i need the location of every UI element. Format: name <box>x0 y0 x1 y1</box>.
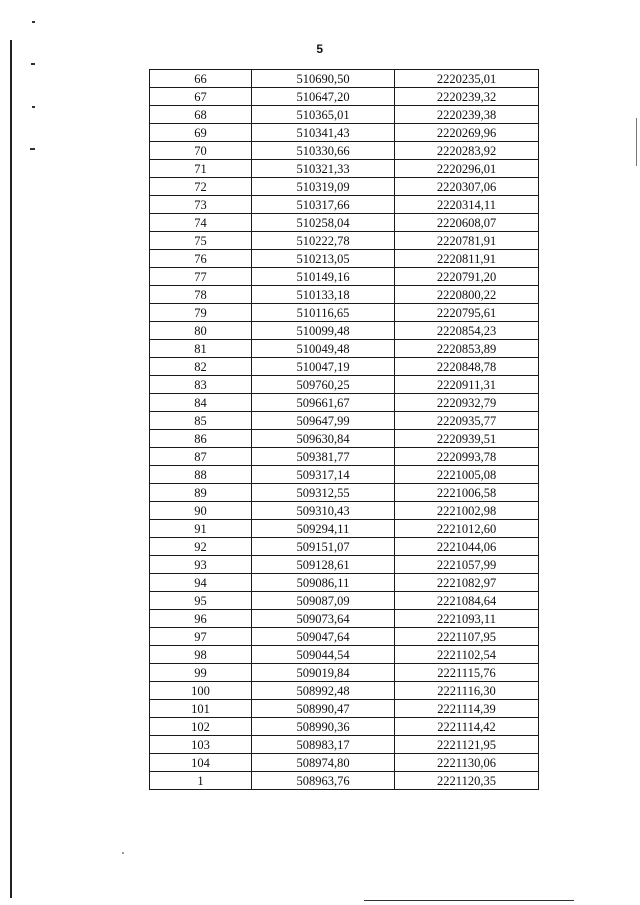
coordinate-x-cell: 510047,19 <box>252 358 395 376</box>
coordinate-x-cell: 510149,16 <box>252 268 395 286</box>
table-row <box>150 430 539 448</box>
table-row <box>150 628 539 646</box>
point-number-cell: 68 <box>150 106 252 124</box>
point-number-cell: 73 <box>150 196 252 214</box>
coordinate-x-cell: 510099,48 <box>252 322 395 340</box>
point-number-cell: 103 <box>150 736 252 754</box>
coordinate-x-cell: 510116,65 <box>252 304 395 322</box>
coordinate-y-cell: 2221121,95 <box>395 736 539 754</box>
table-row <box>150 502 539 520</box>
coordinate-y-cell: 2220283,92 <box>395 142 539 160</box>
point-number-cell: 1 <box>150 772 252 790</box>
table-row <box>150 412 539 430</box>
table-row <box>150 556 539 574</box>
point-number-cell: 101 <box>150 700 252 718</box>
coordinate-y-cell: 2220608,07 <box>395 214 539 232</box>
coordinate-x-cell: 510317,66 <box>252 196 395 214</box>
table-row <box>150 574 539 592</box>
table-row <box>150 160 539 178</box>
coordinate-y-cell: 2221044,06 <box>395 538 539 556</box>
point-number-cell: 86 <box>150 430 252 448</box>
coordinates-table-body <box>150 70 539 790</box>
table-row <box>150 682 539 700</box>
point-number-cell: 81 <box>150 340 252 358</box>
coordinate-y-cell: 2220269,96 <box>395 124 539 142</box>
coordinate-y-cell: 2220800,22 <box>395 286 539 304</box>
table-row <box>150 700 539 718</box>
coordinate-y-cell: 2220307,06 <box>395 178 539 196</box>
scan-mark <box>32 106 35 108</box>
point-number-cell: 87 <box>150 448 252 466</box>
coordinate-y-cell: 2221005,08 <box>395 466 539 484</box>
point-number-cell: 66 <box>150 70 252 88</box>
coordinate-x-cell: 508990,47 <box>252 700 395 718</box>
coordinate-x-cell: 510222,78 <box>252 232 395 250</box>
table-row <box>150 538 539 556</box>
table-row <box>150 610 539 628</box>
point-number-cell: 71 <box>150 160 252 178</box>
point-number-cell: 104 <box>150 754 252 772</box>
point-number-cell: 91 <box>150 520 252 538</box>
coordinate-y-cell: 2220811,91 <box>395 250 539 268</box>
coordinate-y-cell: 2221093,11 <box>395 610 539 628</box>
point-number-cell: 92 <box>150 538 252 556</box>
coordinate-x-cell: 508963,76 <box>252 772 395 790</box>
point-number-cell: 99 <box>150 664 252 682</box>
table-row <box>150 322 539 340</box>
coordinate-x-cell: 508990,36 <box>252 718 395 736</box>
coordinate-y-cell: 2221114,39 <box>395 700 539 718</box>
table-row <box>150 142 539 160</box>
point-number-cell: 69 <box>150 124 252 142</box>
coordinate-y-cell: 2221114,42 <box>395 718 539 736</box>
coordinate-x-cell: 509381,77 <box>252 448 395 466</box>
point-number-cell: 98 <box>150 646 252 664</box>
coordinate-y-cell: 2220932,79 <box>395 394 539 412</box>
table-row <box>150 196 539 214</box>
scan-edge-left <box>10 40 12 898</box>
coordinate-x-cell: 510690,50 <box>252 70 395 88</box>
coordinate-x-cell: 509128,61 <box>252 556 395 574</box>
point-number-cell: 76 <box>150 250 252 268</box>
coordinate-x-cell: 509294,11 <box>252 520 395 538</box>
table-row <box>150 664 539 682</box>
coordinate-x-cell: 510258,04 <box>252 214 395 232</box>
coordinate-x-cell: 509073,64 <box>252 610 395 628</box>
coordinate-y-cell: 2221115,76 <box>395 664 539 682</box>
scan-edge-right <box>636 118 637 166</box>
coordinate-x-cell: 510133,18 <box>252 286 395 304</box>
table-row <box>150 286 539 304</box>
coordinate-y-cell: 2220239,32 <box>395 88 539 106</box>
point-number-cell: 97 <box>150 628 252 646</box>
table-row <box>150 340 539 358</box>
scan-speck <box>122 852 124 854</box>
coordinate-y-cell: 2221107,95 <box>395 628 539 646</box>
coordinate-x-cell: 510647,20 <box>252 88 395 106</box>
coordinate-y-cell: 2220939,51 <box>395 430 539 448</box>
coordinate-y-cell: 2220795,61 <box>395 304 539 322</box>
table-row <box>150 592 539 610</box>
table-row <box>150 250 539 268</box>
coordinate-x-cell: 508992,48 <box>252 682 395 700</box>
coordinate-y-cell: 2220848,78 <box>395 358 539 376</box>
point-number-cell: 93 <box>150 556 252 574</box>
coordinate-y-cell: 2221082,97 <box>395 574 539 592</box>
coordinate-x-cell: 509087,09 <box>252 592 395 610</box>
coordinate-x-cell: 509151,07 <box>252 538 395 556</box>
point-number-cell: 78 <box>150 286 252 304</box>
point-number-cell: 74 <box>150 214 252 232</box>
table-row <box>150 106 539 124</box>
coordinate-y-cell: 2221006,58 <box>395 484 539 502</box>
scan-mark <box>32 21 35 23</box>
table-row <box>150 214 539 232</box>
coordinate-x-cell: 509310,43 <box>252 502 395 520</box>
coordinate-x-cell: 508983,17 <box>252 736 395 754</box>
coordinate-x-cell: 509047,64 <box>252 628 395 646</box>
coordinate-y-cell: 2220993,78 <box>395 448 539 466</box>
point-number-cell: 70 <box>150 142 252 160</box>
point-number-cell: 83 <box>150 376 252 394</box>
table-row <box>150 520 539 538</box>
coordinate-y-cell: 2221116,30 <box>395 682 539 700</box>
coordinate-y-cell: 2221130,06 <box>395 754 539 772</box>
coordinate-y-cell: 2220935,77 <box>395 412 539 430</box>
coordinate-y-cell: 2221102,54 <box>395 646 539 664</box>
table-row <box>150 394 539 412</box>
table-row <box>150 754 539 772</box>
coordinate-x-cell: 509647,99 <box>252 412 395 430</box>
scan-mark <box>31 63 35 65</box>
point-number-cell: 75 <box>150 232 252 250</box>
coordinate-x-cell: 510319,09 <box>252 178 395 196</box>
point-number-cell: 100 <box>150 682 252 700</box>
coordinate-x-cell: 509317,14 <box>252 466 395 484</box>
coordinate-x-cell: 508974,80 <box>252 754 395 772</box>
table-row <box>150 466 539 484</box>
coordinate-x-cell: 510341,43 <box>252 124 395 142</box>
coordinate-x-cell: 509044,54 <box>252 646 395 664</box>
point-number-cell: 85 <box>150 412 252 430</box>
table-row <box>150 70 539 88</box>
page-number: 5 <box>316 42 324 56</box>
table-row <box>150 646 539 664</box>
coordinate-y-cell: 2220853,89 <box>395 340 539 358</box>
coordinate-x-cell: 510365,01 <box>252 106 395 124</box>
coordinate-y-cell: 2221120,35 <box>395 772 539 790</box>
coordinates-table <box>149 69 539 790</box>
point-number-cell: 77 <box>150 268 252 286</box>
table-row <box>150 484 539 502</box>
scan-edge-bottom <box>364 900 574 901</box>
point-number-cell: 102 <box>150 718 252 736</box>
table-row <box>150 772 539 790</box>
table-row <box>150 268 539 286</box>
table-row <box>150 358 539 376</box>
coordinate-x-cell: 510049,48 <box>252 340 395 358</box>
point-number-cell: 89 <box>150 484 252 502</box>
point-number-cell: 88 <box>150 466 252 484</box>
table-row <box>150 304 539 322</box>
coordinate-y-cell: 2220296,01 <box>395 160 539 178</box>
coordinate-x-cell: 509086,11 <box>252 574 395 592</box>
coordinate-x-cell: 509630,84 <box>252 430 395 448</box>
coordinate-y-cell: 2220239,38 <box>395 106 539 124</box>
coordinate-y-cell: 2220911,31 <box>395 376 539 394</box>
coordinate-y-cell: 2220854,23 <box>395 322 539 340</box>
coordinate-y-cell: 2221002,98 <box>395 502 539 520</box>
point-number-cell: 80 <box>150 322 252 340</box>
coordinate-y-cell: 2221057,99 <box>395 556 539 574</box>
scan-mark <box>30 148 35 150</box>
coordinate-x-cell: 509019,84 <box>252 664 395 682</box>
table-row <box>150 232 539 250</box>
table-row <box>150 448 539 466</box>
point-number-cell: 96 <box>150 610 252 628</box>
point-number-cell: 94 <box>150 574 252 592</box>
coordinate-x-cell: 510330,66 <box>252 142 395 160</box>
coordinate-y-cell: 2221012,60 <box>395 520 539 538</box>
point-number-cell: 90 <box>150 502 252 520</box>
coordinate-y-cell: 2220781,91 <box>395 232 539 250</box>
table-row <box>150 736 539 754</box>
point-number-cell: 95 <box>150 592 252 610</box>
coordinate-x-cell: 509760,25 <box>252 376 395 394</box>
table-row <box>150 376 539 394</box>
table-row <box>150 88 539 106</box>
point-number-cell: 72 <box>150 178 252 196</box>
point-number-cell: 84 <box>150 394 252 412</box>
coordinate-x-cell: 510213,05 <box>252 250 395 268</box>
table-row <box>150 178 539 196</box>
table-row <box>150 718 539 736</box>
point-number-cell: 79 <box>150 304 252 322</box>
table-row <box>150 124 539 142</box>
coordinate-y-cell: 2221084,64 <box>395 592 539 610</box>
coordinate-y-cell: 2220235,01 <box>395 70 539 88</box>
coordinate-y-cell: 2220314,11 <box>395 196 539 214</box>
point-number-cell: 82 <box>150 358 252 376</box>
coordinate-x-cell: 510321,33 <box>252 160 395 178</box>
coordinate-y-cell: 2220791,20 <box>395 268 539 286</box>
point-number-cell: 67 <box>150 88 252 106</box>
coordinate-x-cell: 509661,67 <box>252 394 395 412</box>
coordinate-x-cell: 509312,55 <box>252 484 395 502</box>
